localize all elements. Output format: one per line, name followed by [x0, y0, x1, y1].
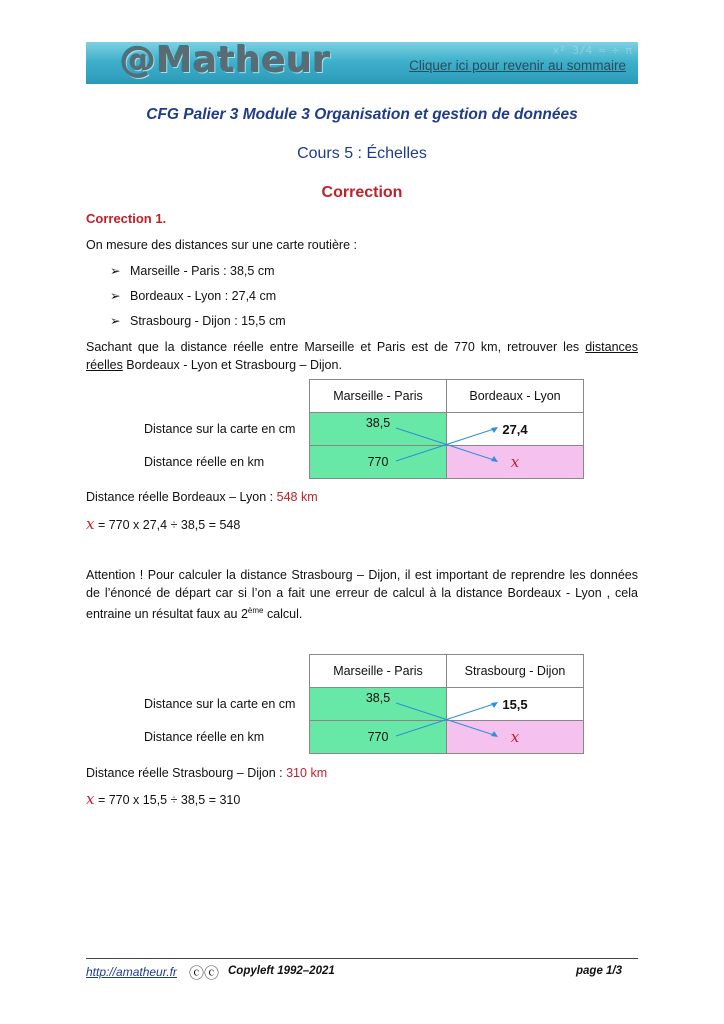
- answer-label: Distance réelle Strasbourg – Dijon :: [86, 766, 287, 780]
- answer-1: [86, 488, 638, 506]
- formula-variable: x: [86, 790, 95, 808]
- table-header: Strasbourg - Dijon: [447, 655, 584, 688]
- table-header: Marseille - Paris: [310, 655, 447, 688]
- superscript: ème: [247, 606, 264, 615]
- unknown-cell: [447, 446, 584, 479]
- attention-body: Attention ! Pour calculer la distance Strasbourg – Dijon, il est important de reprendre les données de l’énoncé de départ car si l’on a fait une erreur de calcul à la distance Bordeaux - Lyon , cela entraine un résultat faux au 2: [86, 568, 638, 622]
- attention-end: calcul.: [263, 607, 303, 622]
- list-item-text: Strasbourg - Dijon : 15,5 cm: [130, 314, 286, 328]
- exercise-heading: Correction 1.: [86, 211, 167, 226]
- question-part2: Bordeaux - Lyon et Strasbourg – Dijon.: [122, 358, 342, 372]
- table-header: Marseille - Paris: [310, 380, 447, 413]
- unknown-x: x: [510, 453, 520, 471]
- row-label: Distance réelle en km: [144, 730, 265, 744]
- list-item-text: Bordeaux - Lyon : 27,4 cm: [130, 289, 277, 303]
- header-banner: [86, 42, 638, 84]
- table-corner: [86, 655, 310, 688]
- arrow-bullet-icon: ➢: [110, 264, 121, 278]
- proportion-table-2: [86, 654, 584, 754]
- row-label: Distance réelle en km: [144, 455, 265, 469]
- proportion-table-1: [86, 379, 584, 479]
- question-part1: Sachant que la distance réelle entre Marseille et Paris est de 770 km, retrouver les: [86, 340, 586, 354]
- table-corner: [86, 380, 310, 413]
- table-cell: 770: [310, 721, 447, 754]
- list-item: [110, 263, 274, 278]
- arrow-bullet-icon: ➢: [110, 289, 121, 303]
- module-title: CFG Palier 3 Module 3 Organisation et gestion de données: [146, 106, 578, 123]
- unknown-cell: [447, 721, 584, 754]
- formula-variable: x: [86, 515, 95, 533]
- table-cell: 27,4: [447, 413, 584, 446]
- footer-divider: [86, 958, 638, 959]
- footer-site-link[interactable]: http://amatheur.fr: [86, 965, 177, 979]
- answer-2: [86, 764, 638, 782]
- formula-1: [86, 515, 638, 534]
- page-number: page 1/3: [576, 965, 623, 977]
- row-label: Distance sur la carte en cm: [144, 697, 296, 711]
- table-header: Bordeaux - Lyon: [447, 380, 584, 413]
- arrow-bullet-icon: ➢: [110, 314, 121, 328]
- answer-value: 548 km: [276, 490, 318, 504]
- question-underlined: distances réelles: [86, 340, 638, 372]
- unknown-x: x: [510, 728, 520, 746]
- intro-text: On mesure des distances sur une carte routière :: [86, 238, 357, 252]
- table-cell: 38,5: [310, 688, 447, 721]
- answer-value: 310 km: [286, 766, 328, 780]
- formula-text: = 770 x 27,4 ÷ 38,5 = 548: [94, 518, 241, 532]
- copyleft-text: Copyleft 1992–2021: [228, 965, 335, 977]
- table-cell: 770: [310, 446, 447, 479]
- site-logo: @Matheur: [120, 42, 331, 81]
- question-text: [86, 338, 638, 374]
- formula-text: = 770 x 15,5 ÷ 38,5 = 310: [94, 793, 241, 807]
- list-item: [110, 288, 276, 303]
- row-label: Distance sur la carte en cm: [144, 422, 296, 436]
- banner-decoration: x² 3/4 ≈ ÷ π: [552, 44, 632, 57]
- table-cell: 38,5: [310, 413, 447, 446]
- creative-commons-icon: ⓒⓒ: [189, 965, 220, 982]
- answer-label: Distance réelle Bordeaux – Lyon :: [86, 490, 277, 504]
- correction-title: Correction: [321, 184, 403, 201]
- list-item: [110, 313, 286, 328]
- back-to-summary-link[interactable]: Cliquer ici pour revenir au sommaire: [409, 58, 626, 73]
- course-title: Cours 5 : Échelles: [297, 145, 427, 162]
- attention-text: [86, 566, 638, 623]
- formula-2: [86, 790, 638, 809]
- table-cell: 15,5: [447, 688, 584, 721]
- list-item-text: Marseille - Paris : 38,5 cm: [130, 264, 275, 278]
